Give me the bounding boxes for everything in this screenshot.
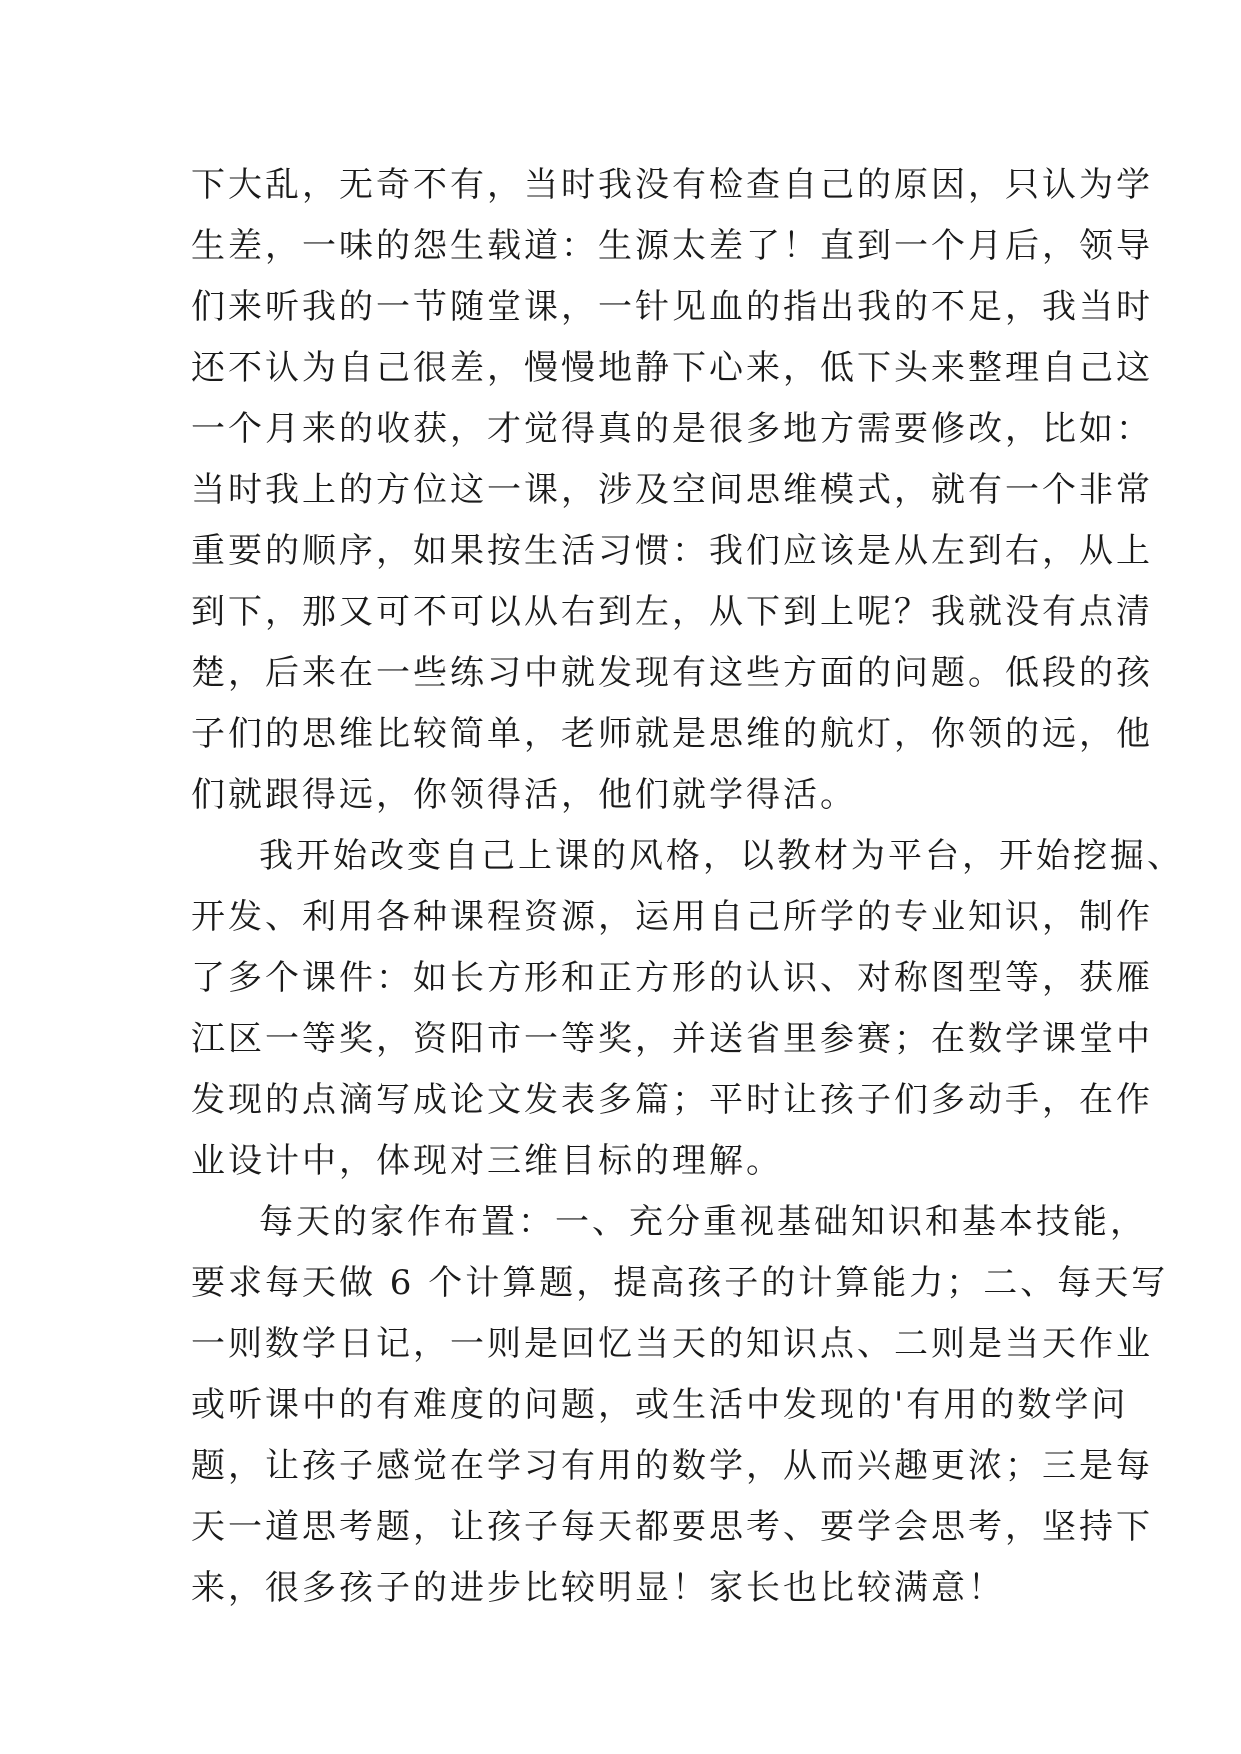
text-line: 一则数学日记，一则是回忆当天的知识点、二则是当天作业: [191, 1324, 1153, 1364]
text-line: 开发、利用各种课程资源，运用自己所学的专业知识，制作: [191, 897, 1153, 937]
text-line: 一个月来的收获，才觉得真的是很多地方需要修改，比如：: [191, 409, 1153, 449]
text-line: 要求每天做 6 个计算题，提高孩子的计算能力；二、每天写: [191, 1263, 1169, 1303]
text-line: 还不认为自己很差，慢慢地静下心来，低下头来整理自己这: [191, 348, 1153, 388]
text-line: 天一道思考题，让孩子每天都要思考、要学会思考，坚持下: [191, 1507, 1153, 1547]
text-line: 或听课中的有难度的问题，或生活中发现的'有用的数学问: [191, 1385, 1129, 1425]
text-line: 们来听我的一节随堂课，一针见血的指出我的不足，我当时: [191, 287, 1153, 327]
paragraph-first-line: 我开始改变自己上课的风格，以教材为平台，开始挖掘、: [259, 836, 1184, 876]
text-line: 发现的点滴写成论文发表多篇；平时让孩子们多动手，在作: [191, 1080, 1153, 1120]
text-line: 题，让孩子感觉在学习有用的数学，从而兴趣更浓；三是每: [191, 1446, 1153, 1486]
body-text: [191, 155, 1184, 1619]
text-line: 重要的顺序，如果按生活习惯：我们应该是从左到右，从上: [191, 531, 1153, 571]
text-line: 当时我上的方位这一课，涉及空间思维模式，就有一个非常: [191, 470, 1153, 510]
text-line: 江区一等奖，资阳市一等奖，并送省里参赛；在数学课堂中: [191, 1019, 1153, 1059]
text-line: 生差，一味的怨生载道：生源太差了！直到一个月后，领导: [191, 226, 1153, 266]
text-line: 们就跟得远，你领得活，他们就学得活。: [191, 775, 857, 815]
text-line: 到下，那又可不可以从右到左，从下到上呢？我就没有点清: [191, 592, 1153, 632]
text-line: 了多个课件：如长方形和正方形的认识、对称图型等，获雁: [191, 958, 1153, 998]
paragraph-first-line: 每天的家作布置：一、充分重视基础知识和基本技能，: [259, 1202, 1147, 1242]
text-line: 楚，后来在一些练习中就发现有这些方面的问题。低段的孩: [191, 653, 1153, 693]
text-line: 下大乱，无奇不有，当时我没有检查自己的原因，只认为学: [191, 165, 1153, 205]
text-line: 来，很多孩子的进步比较明显！家长也比较满意！: [191, 1568, 1005, 1608]
text-line: 子们的思维比较简单，老师就是思维的航灯，你领的远，他: [191, 714, 1153, 754]
text-line: 业设计中，体现对三维目标的理解。: [191, 1141, 783, 1181]
